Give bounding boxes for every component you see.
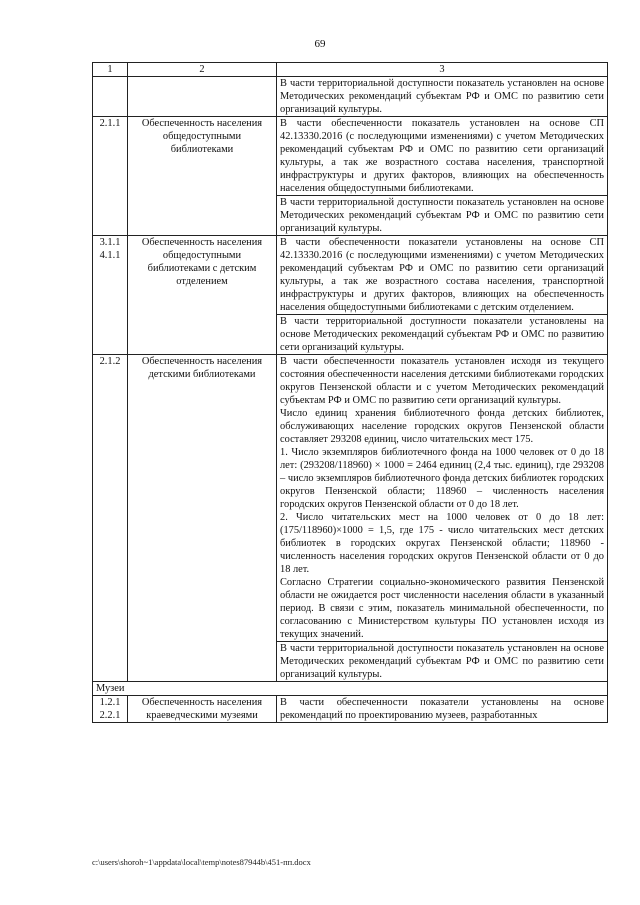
justification-paragraph: В части территориальной доступности показатель установлен на основе Методических рекомендаций субъектам РФ и ОМС по развитию сети организаций культуры. (280, 197, 604, 234)
justification-paragraph: В части территориальной доступности показатель установлен на основе Методических рекомендаций субъектам РФ и ОМС по развитию сети организаций культуры. (280, 643, 604, 680)
justification-paragraph: Согласно Стратегии социально-экономического развития Пензенской области не ожидается рост численности населения области в указанный период. В связи с этим, показатель минимальной обеспеченности, по согласованию с Министерством культуры ПО установлен исходя из текущих значений. (280, 577, 604, 640)
justification-paragraph: В части обеспеченности показатель установлен на основе СП 42.13330.2016 (с последующими изменениями) с учетом Методических рекомендаций субъектам РФ и ОМС по развитию сети организаций культуры, а так же возрастного состава населения, транспортной инфраструктуры и других факторов, влияющих на обеспеченность населения общедоступными библиотеками. (280, 118, 604, 194)
justification-cell (277, 117, 608, 196)
section-label: Музеи (93, 682, 608, 696)
justification-paragraph: 1. Число экземпляров библиотечного фонда на 1000 человек от 0 до 18 лет: (293208/118960) × 1000 = 2464 единиц (2,4 тыс. единиц), где 293208 – число экземпляров библиотечного фонда детских библиотек городских округов Пензенской области; 118960 – численность населения городских округов Пензенской области от 0 до 18 лет. (280, 447, 604, 510)
row-number-cell: 2.1.1 (93, 117, 128, 236)
header-col-1: 1 (93, 63, 128, 77)
header-col-3: 3 (277, 63, 608, 77)
row-number-cell: 2.1.2 (93, 355, 128, 682)
table-row (93, 696, 608, 723)
page-number: 69 (314, 38, 326, 50)
row-number-cell (93, 77, 128, 117)
row-number-cell: 1.2.1 2.2.1 (93, 696, 128, 723)
row-number-cell: 3.1.1 4.1.1 (93, 236, 128, 355)
justification-cell (277, 77, 608, 117)
justification-cell (277, 196, 608, 236)
table-row (93, 77, 608, 117)
justification-paragraph: В части обеспеченности показатели установлены на основе СП 42.13330.2016 (с последующими изменениями) с учетом Методических рекомендаций субъектам РФ и ОМС по развитию сети организаций культуры, а так же возрастного состава населения, транспортной инфраструктуры и других факторов, влияющих на обеспеченность населения общедоступными библиотеками с детским отделением. (280, 237, 604, 313)
justification-paragraph: В части территориальной доступности показатель установлен на основе Методических рекомендаций субъектам РФ и ОМС по развитию сети организаций культуры. (280, 78, 604, 115)
justification-paragraph: В части территориальной доступности показатели установлены на основе Методических рекомендаций субъектам РФ и ОМС по развитию сети организаций культуры. (280, 316, 604, 353)
justification-paragraph: 2. Число читательских мест на 1000 человек от 0 до 18 лет: (175/118960)×1000 = 1,5, где 175 - число читательских мест детских библиотек в городских округах Пензенской области; 118960 - численность населения городских округов Пензенской области от 0 до 18 лет. (280, 512, 604, 575)
file-path-footer: c:\users\shoroh~1\appdata\local\temp\notes87944b\451-пп.docx (92, 857, 311, 867)
justification-cell: В части обеспеченности показатели установлены на основе рекомендаций по проектированию музеев, разработанных (277, 696, 608, 723)
justification-paragraph: В части обеспеченности показатель установлен исходя из текущего состояния обеспеченности населения детскими библиотеками городских округов Пензенской области и с учетом Методических рекомендаций субъектам РФ и ОМС по развитию сети организаций культуры. (280, 356, 604, 406)
justification-cell (277, 236, 608, 315)
norms-table (92, 62, 608, 723)
justification-cell (277, 355, 608, 642)
indicator-name-cell: Обеспеченность населения общедоступными библиотеками (128, 117, 277, 236)
section-row (93, 682, 608, 696)
justification-cell (277, 642, 608, 682)
table-header-row (93, 63, 608, 77)
indicator-name-cell: Обеспеченность населения общедоступными библиотеками с детским отделением (128, 236, 277, 355)
table-row (93, 236, 608, 315)
table-row (93, 117, 608, 196)
indicator-name-cell: Обеспеченность населения детскими библиотеками (128, 355, 277, 682)
header-col-2: 2 (128, 63, 277, 77)
indicator-name-cell: Обеспеченность населения краеведческими музеями (128, 696, 277, 723)
indicator-name-cell (128, 77, 277, 117)
justification-cell (277, 315, 608, 355)
table-row (93, 355, 608, 642)
justification-paragraph: Число единиц хранения библиотечного фонда детских библиотек, обслуживающих население городских округов Пензенской области составляет 293208 единиц, число читательских мест 175. (280, 408, 604, 445)
